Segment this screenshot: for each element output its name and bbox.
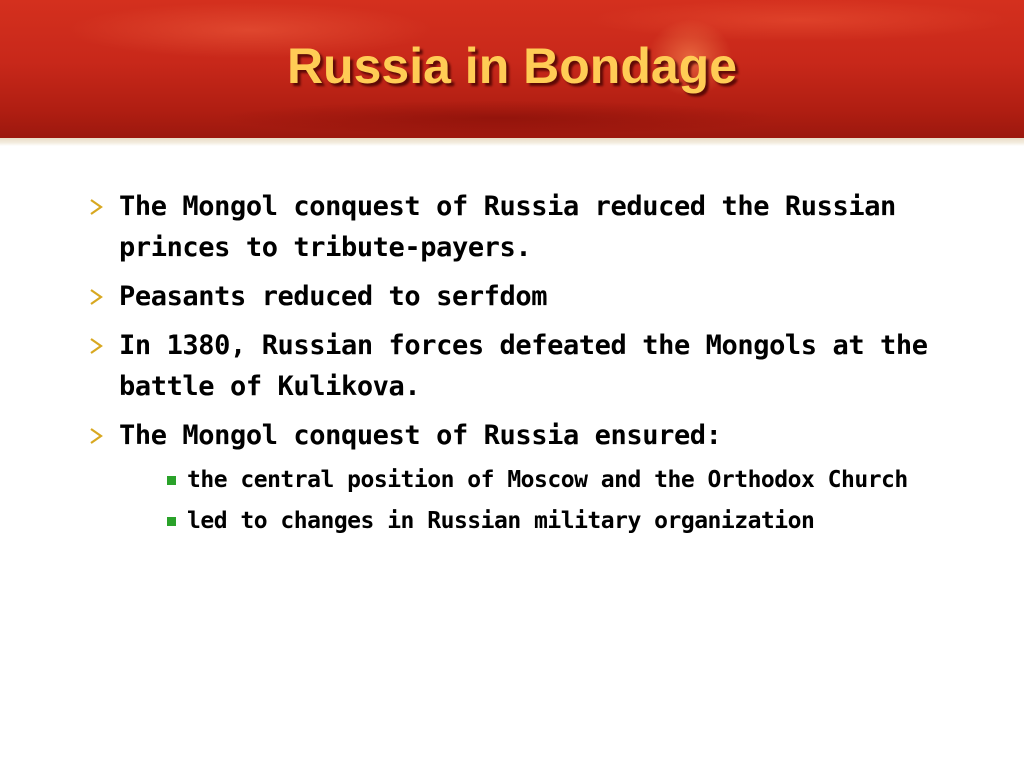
slide-title: Russia in Bondage — [286, 38, 738, 94]
bullet-item — [88, 325, 988, 407]
bullet-item — [88, 186, 988, 268]
square-bullet-icon — [167, 476, 176, 485]
arrow-bullet-icon — [89, 289, 103, 305]
sub-bullet-item — [165, 460, 988, 501]
sub-bullet-list — [119, 460, 988, 542]
slide-content — [88, 186, 988, 550]
bullet-item — [88, 276, 988, 317]
arrow-bullet-icon — [89, 199, 103, 215]
arrow-bullet-icon — [89, 338, 103, 354]
square-bullet-icon — [167, 517, 176, 526]
sub-bullet-item — [165, 501, 988, 542]
bullet-text: In 1380, Russian forces defeated the Mongols at the battle of Kulikova. — [119, 330, 928, 402]
bullet-text: Peasants reduced to serfdom — [119, 281, 548, 312]
sub-bullet-text: the central position of Moscow and the Orthodox Church — [187, 467, 908, 493]
title-banner — [0, 0, 1024, 138]
bullet-text: The Mongol conquest of Russia ensured: — [119, 420, 722, 451]
bullet-item — [88, 415, 988, 542]
bullet-text: The Mongol conquest of Russia reduced the Russian princes to tribute-payers. — [119, 191, 896, 263]
sub-bullet-text: led to changes in Russian military organization — [187, 508, 815, 534]
bullet-list — [88, 186, 988, 542]
banner-divider — [0, 138, 1024, 146]
arrow-bullet-icon — [89, 428, 103, 444]
